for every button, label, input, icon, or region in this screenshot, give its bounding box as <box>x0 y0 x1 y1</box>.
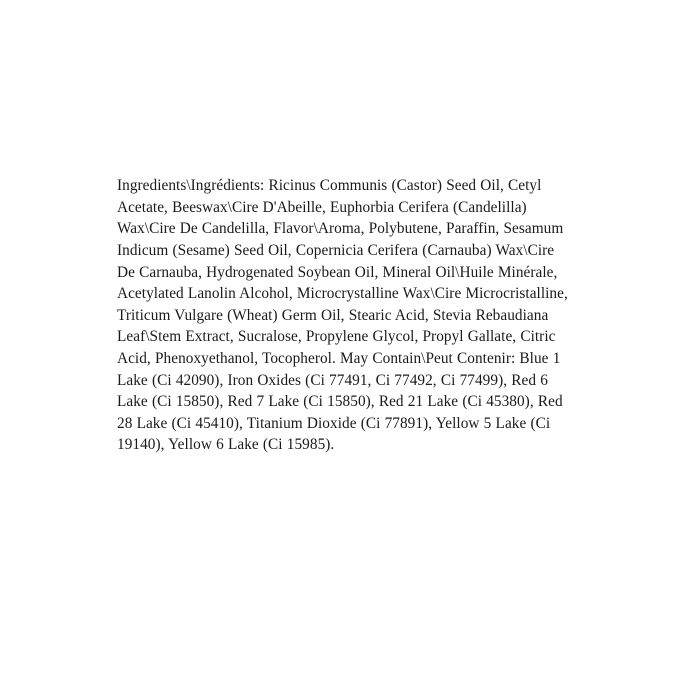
ingredients-block <box>117 160 572 471</box>
ingredients-paragraph: Ingredients\Ingrédients: Ricinus Communis (Castor) Seed Oil, Cetyl Acetate, Beeswax\Cire D'Abeille, Euphorbia Cerifera (Candelilla) Wax\Cire De Candelilla, Flavor\Aroma, Polybutene, Paraffin, Sesamum Indicum (Sesame) Seed Oil, Copernicia Cerifera (Carnauba) Wax\Cire De Carnauba, Hydrogenated Soybean Oil, Mineral Oil\Huile Minérale, Acetylated Lanolin Alcohol, Microcrystalline Wax\Cire Microcristalline, Triticum Vulgare (Wheat) Germ Oil, Stearic Acid, Stevia Rebaudiana Leaf\Stem Extract, Sucralose, Propylene Glycol, Propyl Gallate, Citric Acid, Phenoxyethanol, Tocopherol. May Contain\Peut Contenir: Blue 1 Lake (Ci 42090), Iron Oxides (Ci 77491, Ci 77492, Ci 77499), Red 6 Lake (Ci 15850), Red 7 Lake (Ci 15850), Red 21 Lake (Ci 45380), Red 28 Lake (Ci 45410), Titanium Dioxide (Ci 77891), Yellow 5 Lake (Ci 19140), Yellow 6 Lake (Ci 15985). <box>117 177 572 454</box>
